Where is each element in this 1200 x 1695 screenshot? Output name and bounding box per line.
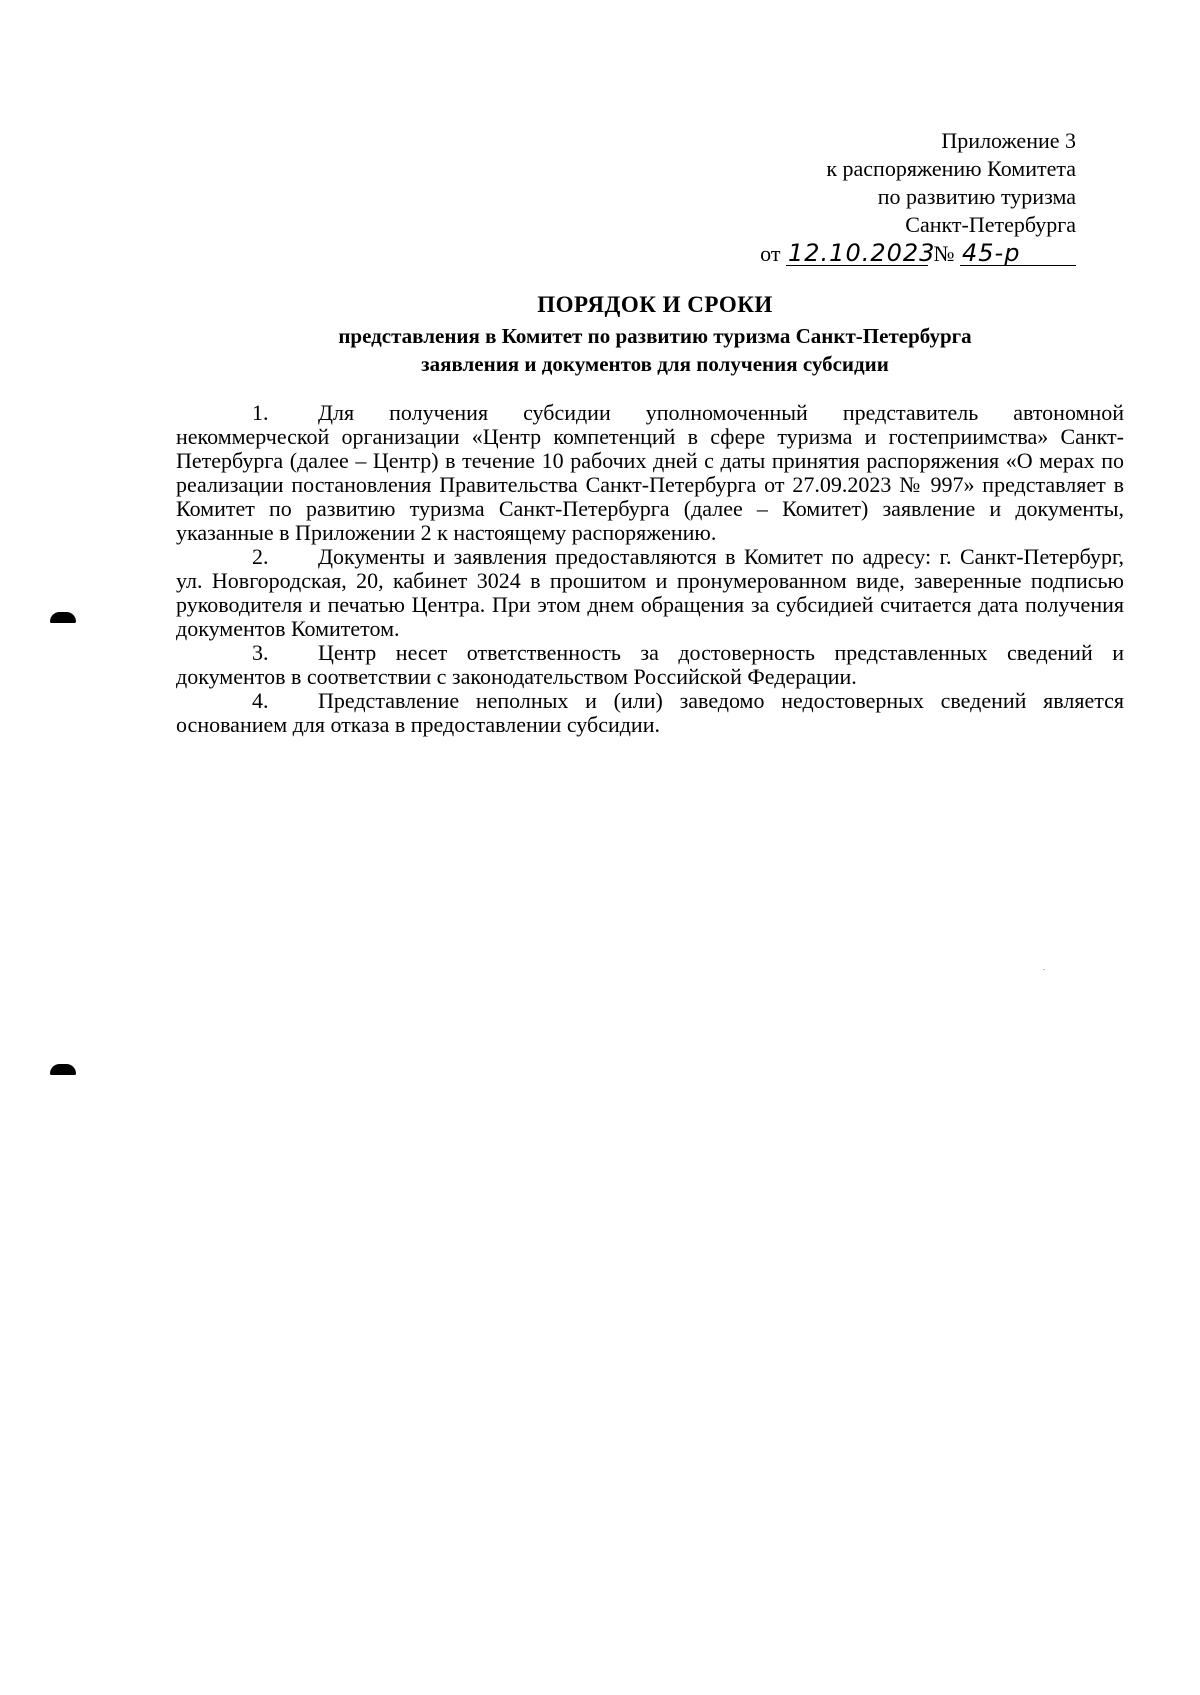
paragraph-number: 2.	[252, 544, 269, 569]
paragraph-text: Для получения субсидии уполномоченный представитель автономной некоммерческой организации «Центр компетенций в сфере туризма и гостеприимства» Санкт-Петербурга (далее – Центр) в течение 10 рабочих дней с даты принятия распоряжения «О мерах по реализации постановления Правительства Санкт-Петербурга от 27.09.2023 № 997» представляет в Комитет по развитию туризма Санкт-Петербурга (далее – Комитет) заявление и документы, указанные в Приложении 2 к настоящему распоряжению.	[176, 400, 1124, 545]
appendix-reference: к распоряжению Комитета	[826, 156, 1076, 181]
appendix-header	[656, 127, 1076, 268]
date-prefix: от	[760, 241, 781, 266]
paragraph-2	[176, 545, 1124, 641]
appendix-date-line	[656, 240, 1076, 268]
paragraph-number: 1.	[252, 400, 269, 425]
paragraph-1	[176, 401, 1124, 545]
appendix-title: Приложение 3	[941, 128, 1076, 153]
appendix-committee: по развитию туризма	[877, 184, 1076, 209]
paragraph-text: Центр несет ответственность за достоверность представленных сведений и документов в соответствии с законодательством Российской Федерации.	[176, 640, 1124, 689]
paragraph-number: 3.	[252, 640, 269, 665]
handwritten-number: 45-р	[960, 241, 1076, 266]
paragraph-text: Документы и заявления предоставляются в Комитет по адресу: г. Санкт-Петербург, ул. Новгородская, 20, кабинет 3024 в прошитом и пронумерованном виде, заверенные подписью руководителя и печатью Центра. При этом днем обращения за субсидией считается дата получения документов Комитетом.	[176, 544, 1124, 641]
document-title: ПОРЯДОК И СРОКИ	[537, 292, 773, 317]
document-body	[176, 401, 1124, 737]
paragraph-4	[176, 689, 1124, 737]
paragraph-text: Представление неполных и (или) заведомо недостоверных сведений является основанием для отказа в предоставлении субсидии.	[176, 688, 1124, 737]
scan-speck	[1043, 969, 1045, 970]
binding-hole-mark	[50, 1064, 76, 1075]
document-subtitle	[0, 322, 1200, 378]
handwritten-date: 12.10.2023	[788, 239, 936, 267]
appendix-city: Санкт-Петербурга	[905, 212, 1076, 237]
binding-hole-mark	[50, 612, 76, 623]
subtitle-line-1: представления в Комитет по развитию туризма Санкт-Петербурга	[338, 324, 972, 348]
paragraph-3	[176, 641, 1124, 689]
subtitle-line-2: заявления и документов для получения субсидии	[421, 352, 889, 376]
number-prefix: №	[933, 241, 955, 266]
paragraph-number: 4.	[252, 688, 269, 713]
